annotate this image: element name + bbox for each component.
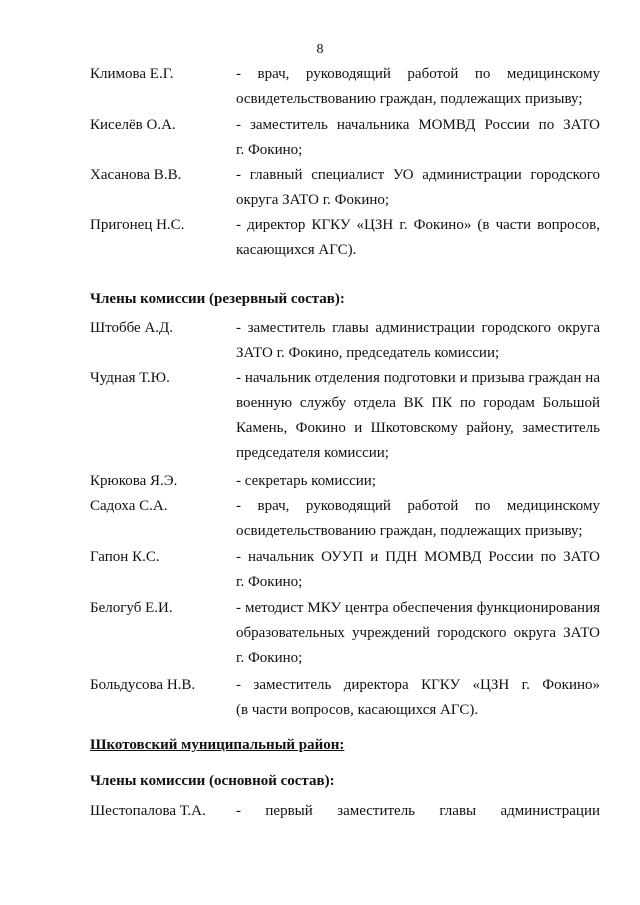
role-line: округа ЗАТО г. Фокино; [236, 192, 390, 208]
member-name: Чудная Т.Ю. [90, 370, 170, 386]
role-line: - методист МКУ центра обеспечения функционирования [236, 600, 600, 616]
member-name: Штоббе А.Д. [90, 320, 174, 336]
role-line: - врач, руководящий работой по медицинскому [236, 66, 600, 82]
member-role [236, 316, 600, 366]
member-name: Больдусова Н.В. [90, 677, 196, 693]
role-line: г. Фокино; [236, 650, 303, 666]
member-name: Белогуб Е.И. [90, 600, 173, 616]
role-line: г. Фокино; [236, 142, 303, 158]
member-name: Хасанова В.В. [90, 167, 182, 183]
member-role [236, 596, 600, 671]
role-line: - заместитель начальника МОМВД России по ЗАТО [236, 117, 600, 133]
role-line: - врач, руководящий работой по медицинскому [236, 498, 600, 514]
member-name: Шестопалова Т.А. [90, 803, 206, 819]
role-line: (в части вопросов, касающихся АГС). [236, 702, 479, 718]
section-heading-reserve: Члены комиссии (резервный состав): [90, 291, 345, 307]
role-line: освидетельствованию граждан, подлежащих призыву; [236, 523, 583, 539]
role-line: Камень, Фокино и Шкотовскому району, заместитель [236, 420, 600, 436]
member-name: Климова Е.Г. [90, 66, 174, 82]
role-line: - начальник ОУУП и ПДН МОМВД России по ЗАТО [236, 549, 600, 565]
role-line: - заместитель главы администрации городского округа [236, 320, 600, 336]
role-line: освидетельствованию граждан, подлежащих призыву; [236, 91, 583, 107]
member-name: Киселёв О.А. [90, 117, 176, 133]
role-line: - секретарь комиссии; [236, 473, 376, 489]
role-line: военную службу отдела ВК ПК по городам Большой [236, 395, 600, 411]
member-name: Гапон К.С. [90, 549, 160, 565]
member-role [236, 366, 600, 466]
member-role [236, 213, 600, 263]
role-line: - первый заместитель главы администрации [236, 803, 600, 819]
member-name: Пригонец Н.С. [90, 217, 185, 233]
member-role [236, 469, 600, 494]
role-line: г. Фокино; [236, 574, 303, 590]
role-line: ЗАТО г. Фокино, председатель комиссии; [236, 345, 500, 361]
member-name: Садоха С.А. [90, 498, 168, 514]
member-role [236, 494, 600, 544]
role-line: - главный специалист УО администрации городского [236, 167, 600, 183]
role-line: - заместитель директора КГКУ «ЦЗН г. Фокино» [236, 677, 600, 693]
member-role [236, 113, 600, 163]
role-line: председателя комиссии; [236, 445, 389, 461]
member-role [236, 799, 600, 824]
role-line: образовательных учреждений городского округа ЗАТО [236, 625, 600, 641]
member-role [236, 163, 600, 213]
section-heading-main: Члены комиссии (основной состав): [90, 773, 335, 789]
member-role [236, 545, 600, 595]
member-role [236, 62, 600, 112]
role-line: касающихся АГС). [236, 242, 357, 258]
role-line: - начальник отделения подготовки и призыва граждан на [236, 370, 600, 386]
member-role [236, 673, 600, 723]
role-line: - директор КГКУ «ЦЗН г. Фокино» (в части вопросов, [236, 217, 600, 233]
page-number: 8 [316, 42, 324, 57]
section-heading-district: Шкотовский муниципальный район: [90, 737, 345, 753]
member-name: Крюкова Я.Э. [90, 473, 178, 489]
